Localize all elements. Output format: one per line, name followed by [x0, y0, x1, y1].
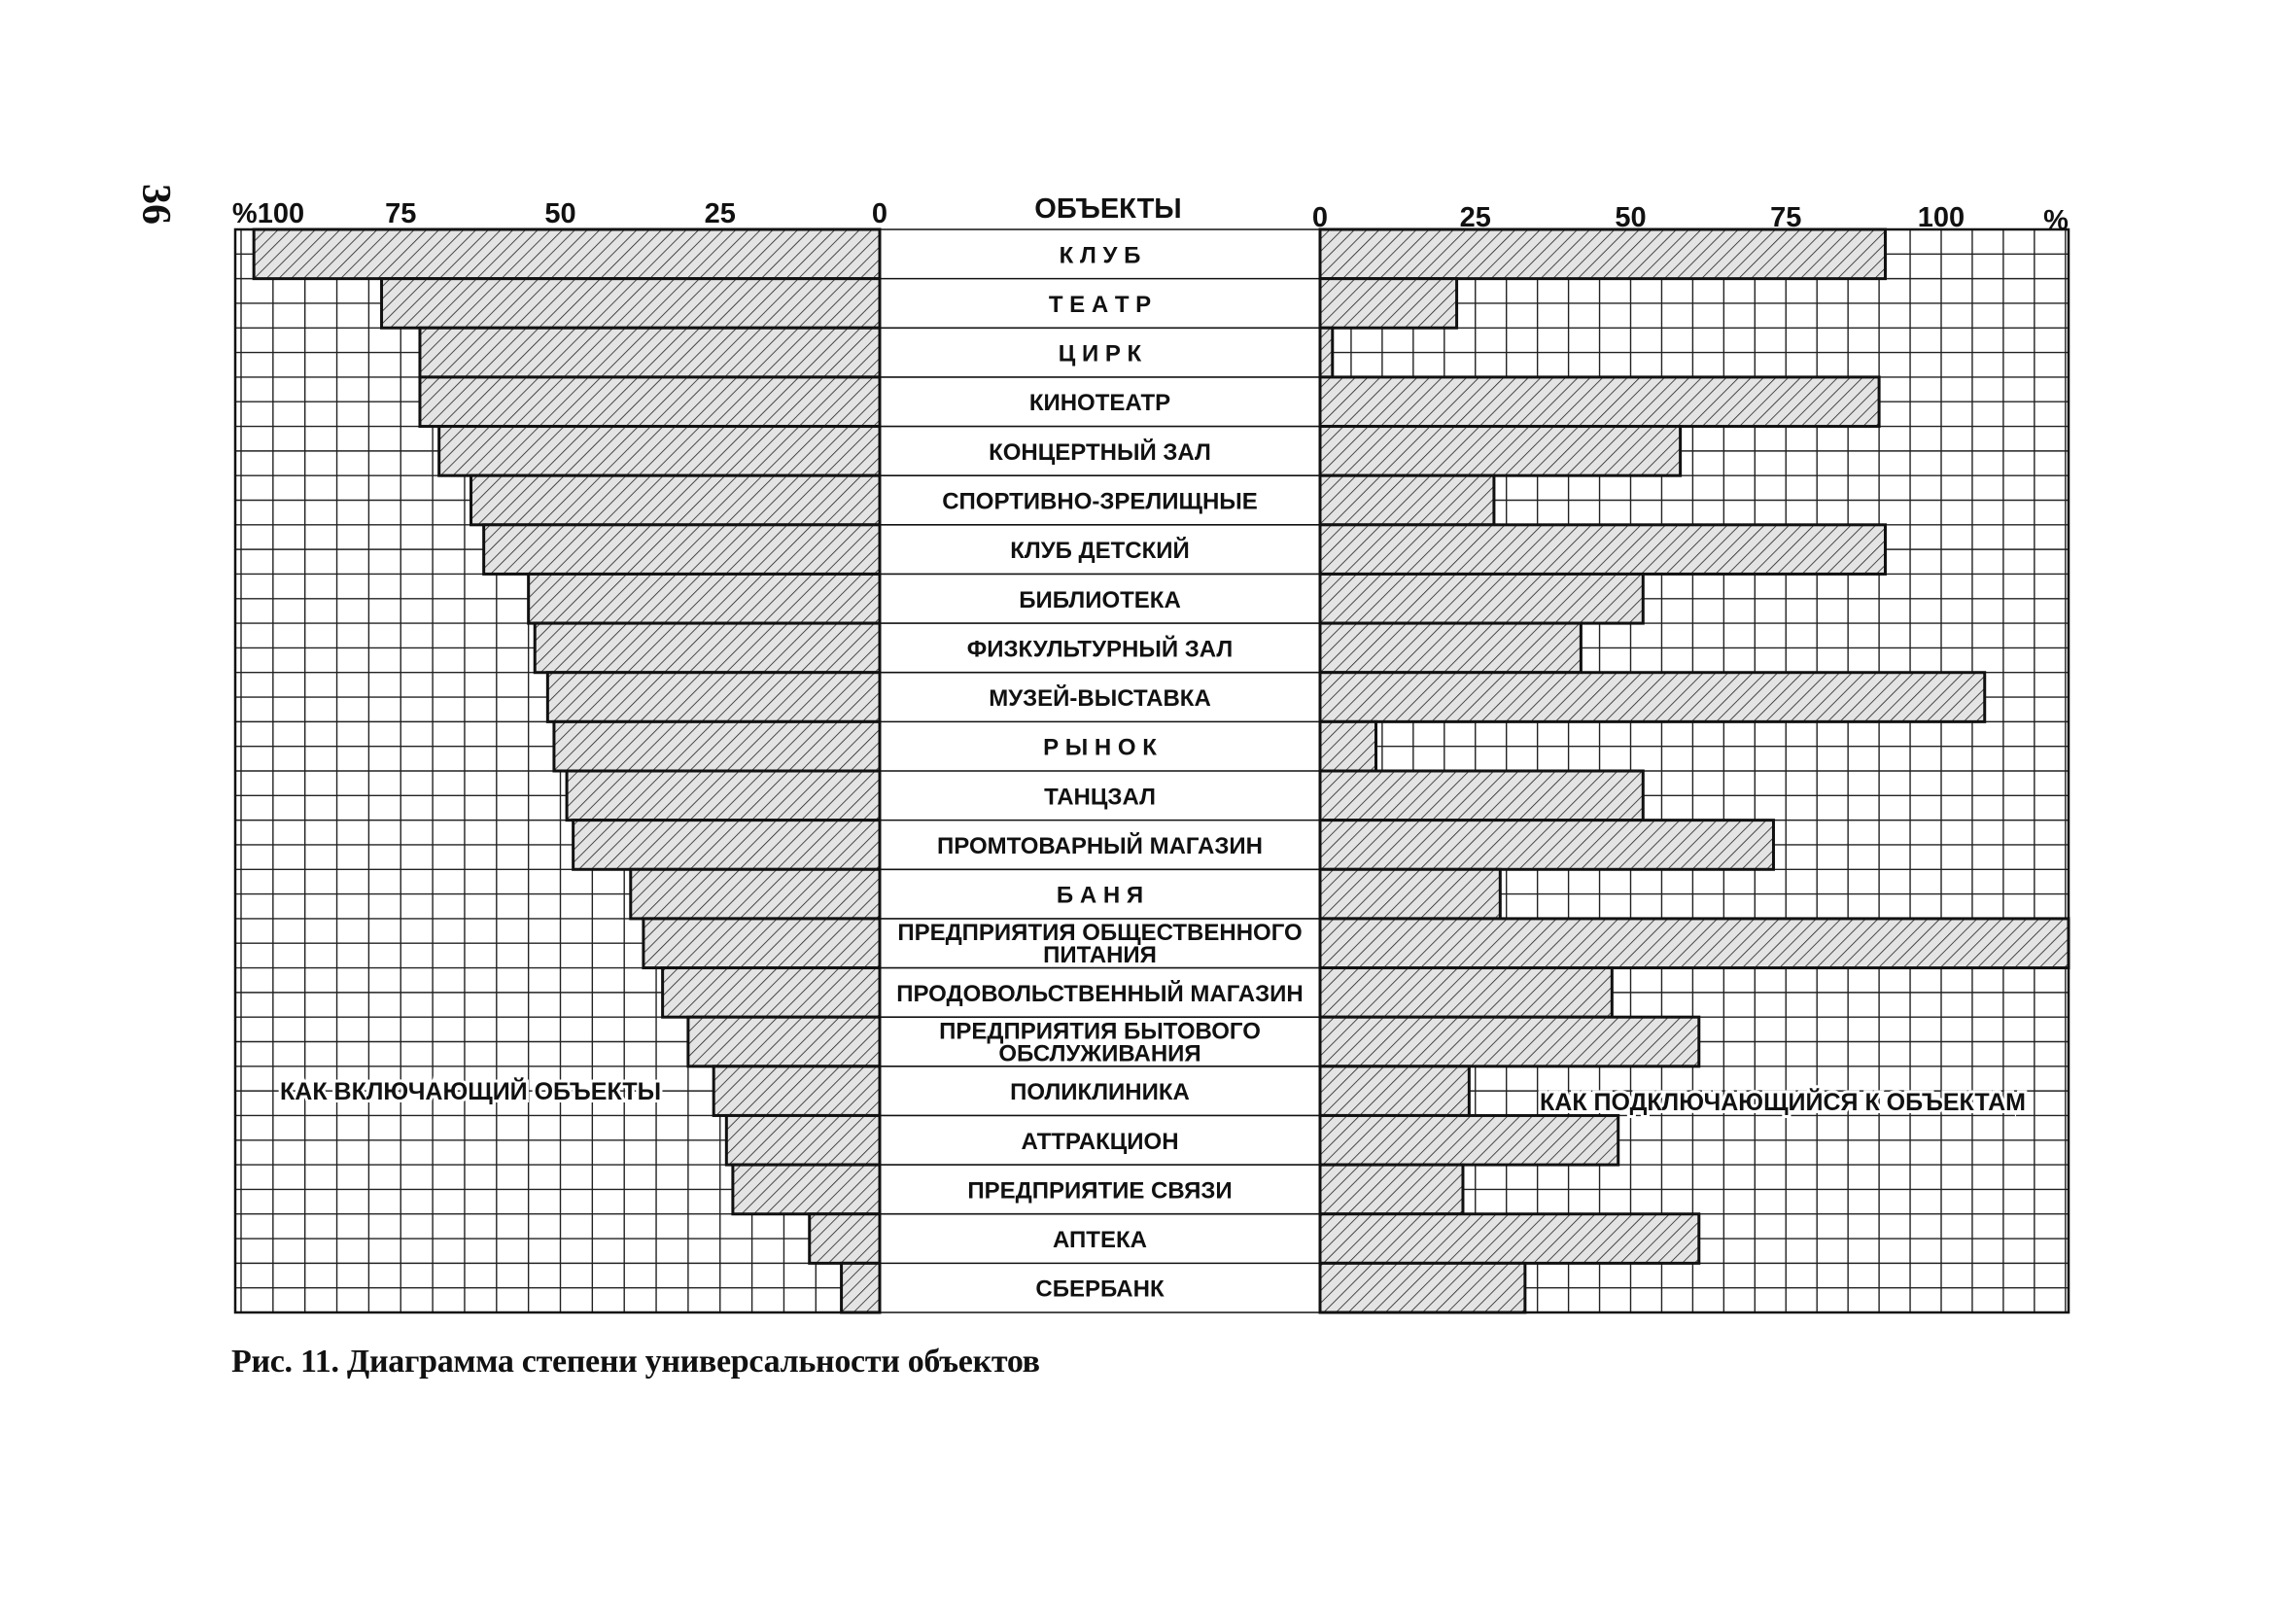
right-bar — [1320, 968, 1612, 1018]
category-label: ПРЕДПРИЯТИЕ СВЯЗИ — [967, 1177, 1233, 1205]
right-unit-label: % — [2043, 205, 2069, 236]
category-label: ПРЕДПРИЯТИЯ БЫТОВОГО — [939, 1018, 1261, 1045]
left-bar — [713, 1066, 880, 1116]
category-label: КЛУБ ДЕТСКИЙ — [1010, 538, 1190, 565]
right-bar — [1320, 377, 1879, 427]
left-bar — [420, 377, 880, 427]
category-label: КОНЦЕРТНЫЙ ЗАЛ — [989, 438, 1211, 466]
right-tick-label: 50 — [1615, 202, 1647, 233]
category-label: СПОРТИВНО-ЗРЕЛИЩНЫЕ — [942, 488, 1258, 515]
category-label: КИНОТЕАТР — [1028, 390, 1171, 417]
category-label: Т Е А Т Р — [1048, 291, 1152, 318]
left-tick-label: 0 — [871, 198, 888, 229]
figure-caption: Рис. 11. Диаграмма степени универсальности объектов — [231, 1344, 1040, 1380]
category-label: ОБСЛУЖИВАНИЯ — [998, 1040, 1201, 1067]
right-bar — [1320, 475, 1494, 525]
left-bar — [733, 1165, 880, 1214]
right-tick-label: 75 — [1770, 202, 1802, 233]
category-label: ПИТАНИЯ — [1043, 942, 1157, 969]
category-label: СБЕРБАНК — [1035, 1276, 1165, 1303]
right-bar — [1320, 279, 1457, 329]
right-bar — [1320, 1263, 1525, 1312]
left-tick-label: 25 — [704, 198, 736, 229]
right-bar — [1320, 427, 1681, 476]
category-label: АТТРАКЦИОН — [1021, 1128, 1179, 1155]
category-label: К Л У Б — [1059, 242, 1141, 269]
left-bar — [810, 1214, 880, 1264]
left-bar — [382, 279, 880, 329]
left-bar — [644, 919, 880, 968]
right-bar — [1320, 721, 1376, 771]
left-bar — [471, 475, 880, 525]
category-label: ПОЛИКЛИНИКА — [1010, 1079, 1190, 1106]
left-bar — [254, 229, 880, 279]
category-label: Ц И Р К — [1058, 340, 1142, 367]
left-bar — [663, 968, 880, 1018]
left-bar — [439, 427, 880, 476]
left-bar — [420, 328, 880, 377]
left-bar — [567, 771, 880, 821]
left-bar — [484, 525, 880, 575]
right-bar — [1320, 623, 1581, 673]
left-bar — [726, 1115, 880, 1165]
right-tick-label: 100 — [1917, 202, 1966, 233]
right-bar — [1320, 525, 1885, 575]
left-tick-label: 75 — [385, 198, 417, 229]
left-bar — [535, 623, 880, 673]
category-label: ПРОМТОВАРНЫЙ МАГАЗИН — [937, 832, 1263, 859]
right-bar — [1320, 1066, 1469, 1116]
right-bar — [1320, 1115, 1618, 1165]
left-bar — [574, 821, 880, 870]
left-bar — [547, 673, 880, 722]
series-label-right: КАК ПОДКЛЮЧАЮЩИЙСЯ К ОБЪЕКТАМ — [1540, 1089, 2026, 1116]
category-label: АПТЕКА — [1053, 1227, 1147, 1254]
right-bar — [1320, 229, 1885, 279]
center-header: ОБЪЕКТЫ — [1034, 193, 1182, 225]
category-label: ПРЕДПРИЯТИЯ ОБЩЕСТВЕННОГО — [897, 920, 1303, 947]
left-bar — [842, 1263, 880, 1312]
right-tick-label: 0 — [1311, 202, 1329, 233]
right-bar — [1320, 869, 1500, 919]
category-label: Б А Н Я — [1056, 882, 1144, 909]
right-bar — [1320, 673, 1985, 722]
right-bar — [1320, 328, 1333, 377]
right-bar — [1320, 1017, 1699, 1066]
left-bar — [631, 869, 880, 919]
left-bar — [554, 721, 880, 771]
right-bar — [1320, 821, 1773, 870]
right-bar — [1320, 771, 1643, 821]
category-label: МУЗЕЙ-ВЫСТАВКА — [989, 685, 1211, 713]
right-bar — [1320, 1214, 1699, 1264]
left-bar — [688, 1017, 880, 1066]
category-label: БИБЛИОТЕКА — [1019, 586, 1181, 613]
category-label: ТАНЦЗАЛ — [1044, 784, 1156, 811]
right-bar — [1320, 919, 2069, 968]
category-label: ПРОДОВОЛЬСТВЕННЫЙ МАГАЗИН — [896, 980, 1304, 1007]
right-tick-label: 25 — [1459, 202, 1491, 233]
left-bar — [529, 574, 880, 623]
category-label: Р Ы Н О К — [1043, 734, 1157, 761]
right-bar — [1320, 574, 1643, 623]
left-tick-label: %100 — [231, 198, 305, 229]
category-labels — [896, 242, 1304, 1302]
page-number: 36 — [133, 184, 178, 225]
left-tick-label: 50 — [544, 198, 576, 229]
category-label: ФИЗКУЛЬТУРНЫЙ ЗАЛ — [966, 636, 1234, 663]
series-label-left: КАК ВКЛЮЧАЮЩИЙ ОБЪЕКТЫ — [280, 1078, 662, 1105]
right-bar — [1320, 1165, 1463, 1214]
